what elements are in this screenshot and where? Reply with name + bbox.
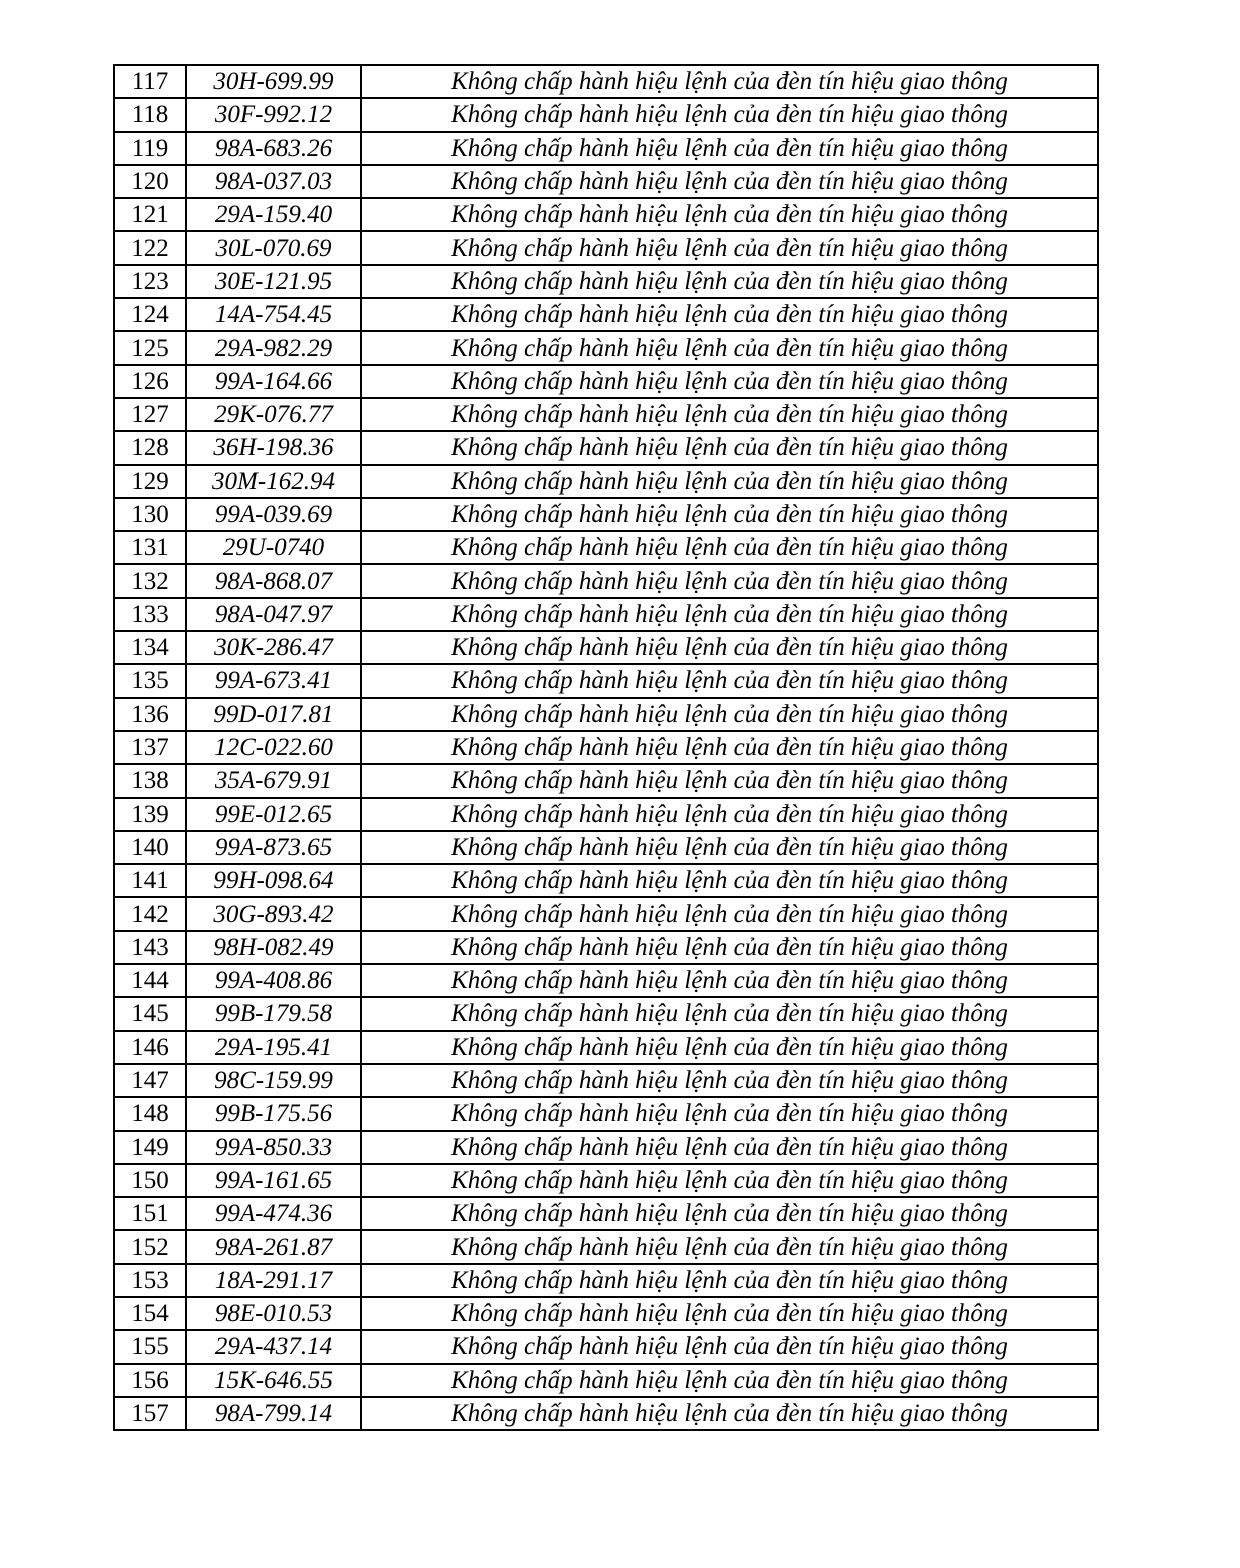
violation-description-cell: Không chấp hành hiệu lệnh của đèn tín hiệu giao thông — [361, 598, 1098, 631]
license-plate-cell: 30E-121.95 — [186, 265, 361, 298]
table-row — [114, 897, 1098, 930]
violation-description-cell: Không chấp hành hiệu lệnh của đèn tín hiệu giao thông — [361, 931, 1098, 964]
license-plate-cell: 99B-175.56 — [186, 1097, 361, 1130]
row-number-cell: 124 — [114, 298, 186, 331]
license-plate-cell: 98H-082.49 — [186, 931, 361, 964]
row-number-cell: 128 — [114, 431, 186, 464]
row-number-cell: 118 — [114, 98, 186, 131]
license-plate-cell: 36H-198.36 — [186, 431, 361, 464]
table-row — [114, 831, 1098, 864]
violation-description-cell: Không chấp hành hiệu lệnh của đèn tín hiệu giao thông — [361, 132, 1098, 165]
table-row — [114, 997, 1098, 1030]
violation-description-cell: Không chấp hành hiệu lệnh của đèn tín hiệu giao thông — [361, 897, 1098, 930]
license-plate-cell: 99A-673.41 — [186, 664, 361, 697]
row-number-cell: 157 — [114, 1397, 186, 1430]
violation-description-cell: Không chấp hành hiệu lệnh của đèn tín hiệu giao thông — [361, 465, 1098, 498]
license-plate-cell: 99A-873.65 — [186, 831, 361, 864]
violation-description-cell: Không chấp hành hiệu lệnh của đèn tín hiệu giao thông — [361, 1297, 1098, 1330]
violation-description-cell: Không chấp hành hiệu lệnh của đèn tín hiệu giao thông — [361, 831, 1098, 864]
license-plate-cell: 99H-098.64 — [186, 864, 361, 897]
violation-description-cell: Không chấp hành hiệu lệnh của đèn tín hiệu giao thông — [361, 1064, 1098, 1097]
table-row — [114, 698, 1098, 731]
license-plate-cell: 98A-799.14 — [186, 1397, 361, 1430]
table-row — [114, 631, 1098, 664]
row-number-cell: 135 — [114, 664, 186, 697]
license-plate-cell: 99A-039.69 — [186, 498, 361, 531]
license-plate-cell: 30K-286.47 — [186, 631, 361, 664]
table-row — [114, 798, 1098, 831]
table-row — [114, 265, 1098, 298]
license-plate-cell: 99A-408.86 — [186, 964, 361, 997]
table-row — [114, 731, 1098, 764]
table-row — [114, 664, 1098, 697]
violation-description-cell: Không chấp hành hiệu lệnh của đèn tín hiệu giao thông — [361, 231, 1098, 264]
row-number-cell: 132 — [114, 564, 186, 597]
license-plate-cell: 14A-754.45 — [186, 298, 361, 331]
table-row — [114, 1264, 1098, 1297]
violation-description-cell: Không chấp hành hiệu lệnh của đèn tín hiệu giao thông — [361, 1330, 1098, 1363]
row-number-cell: 140 — [114, 831, 186, 864]
row-number-cell: 145 — [114, 997, 186, 1030]
license-plate-cell: 30F-992.12 — [186, 98, 361, 131]
row-number-cell: 137 — [114, 731, 186, 764]
violation-description-cell: Không chấp hành hiệu lệnh của đèn tín hiệu giao thông — [361, 764, 1098, 797]
row-number-cell: 136 — [114, 698, 186, 731]
row-number-cell: 150 — [114, 1164, 186, 1197]
row-number-cell: 122 — [114, 231, 186, 264]
row-number-cell: 152 — [114, 1230, 186, 1263]
table-row — [114, 1197, 1098, 1230]
row-number-cell: 129 — [114, 465, 186, 498]
license-plate-cell: 29K-076.77 — [186, 398, 361, 431]
table-row — [114, 298, 1098, 331]
table-row — [114, 1297, 1098, 1330]
table-row — [114, 598, 1098, 631]
row-number-cell: 126 — [114, 365, 186, 398]
violation-description-cell: Không chấp hành hiệu lệnh của đèn tín hiệu giao thông — [361, 997, 1098, 1030]
license-plate-cell: 99A-850.33 — [186, 1131, 361, 1164]
table-row — [114, 1330, 1098, 1363]
license-plate-cell: 29A-982.29 — [186, 331, 361, 364]
violation-description-cell: Không chấp hành hiệu lệnh của đèn tín hiệu giao thông — [361, 964, 1098, 997]
table-row — [114, 1131, 1098, 1164]
row-number-cell: 153 — [114, 1264, 186, 1297]
license-plate-cell: 15K-646.55 — [186, 1364, 361, 1397]
violation-description-cell: Không chấp hành hiệu lệnh của đèn tín hiệu giao thông — [361, 265, 1098, 298]
violation-description-cell: Không chấp hành hiệu lệnh của đèn tín hiệu giao thông — [361, 331, 1098, 364]
row-number-cell: 131 — [114, 531, 186, 564]
license-plate-cell: 29A-159.40 — [186, 198, 361, 231]
violation-description-cell: Không chấp hành hiệu lệnh của đèn tín hiệu giao thông — [361, 431, 1098, 464]
license-plate-cell: 29A-195.41 — [186, 1031, 361, 1064]
license-plate-cell: 98A-047.97 — [186, 598, 361, 631]
table-row — [114, 398, 1098, 431]
row-number-cell: 130 — [114, 498, 186, 531]
row-number-cell: 154 — [114, 1297, 186, 1330]
row-number-cell: 155 — [114, 1330, 186, 1363]
license-plate-cell: 99A-161.65 — [186, 1164, 361, 1197]
license-plate-cell: 99B-179.58 — [186, 997, 361, 1030]
license-plate-cell: 30H-699.99 — [186, 65, 361, 98]
row-number-cell: 151 — [114, 1197, 186, 1230]
violation-description-cell: Không chấp hành hiệu lệnh của đèn tín hiệu giao thông — [361, 531, 1098, 564]
license-plate-cell: 99A-164.66 — [186, 365, 361, 398]
violation-description-cell: Không chấp hành hiệu lệnh của đèn tín hiệu giao thông — [361, 1131, 1098, 1164]
row-number-cell: 143 — [114, 931, 186, 964]
table-row — [114, 1397, 1098, 1430]
row-number-cell: 146 — [114, 1031, 186, 1064]
violation-description-cell: Không chấp hành hiệu lệnh của đèn tín hiệu giao thông — [361, 1031, 1098, 1064]
violation-description-cell: Không chấp hành hiệu lệnh của đèn tín hiệu giao thông — [361, 1197, 1098, 1230]
row-number-cell: 127 — [114, 398, 186, 431]
license-plate-cell: 99A-474.36 — [186, 1197, 361, 1230]
violation-description-cell: Không chấp hành hiệu lệnh của đèn tín hiệu giao thông — [361, 731, 1098, 764]
row-number-cell: 144 — [114, 964, 186, 997]
row-number-cell: 121 — [114, 198, 186, 231]
table-row — [114, 1164, 1098, 1197]
violation-description-cell: Không chấp hành hiệu lệnh của đèn tín hiệu giao thông — [361, 664, 1098, 697]
license-plate-cell: 30G-893.42 — [186, 897, 361, 930]
row-number-cell: 119 — [114, 132, 186, 165]
violation-description-cell: Không chấp hành hiệu lệnh của đèn tín hiệu giao thông — [361, 698, 1098, 731]
violation-description-cell: Không chấp hành hiệu lệnh của đèn tín hiệu giao thông — [361, 1230, 1098, 1263]
table-row — [114, 1064, 1098, 1097]
license-plate-cell: 30M-162.94 — [186, 465, 361, 498]
table-row — [114, 531, 1098, 564]
license-plate-cell: 35A-679.91 — [186, 764, 361, 797]
row-number-cell: 134 — [114, 631, 186, 664]
table-row — [114, 132, 1098, 165]
table-row — [114, 964, 1098, 997]
table-row — [114, 1097, 1098, 1130]
table-row — [114, 465, 1098, 498]
violation-description-cell: Không chấp hành hiệu lệnh của đèn tín hiệu giao thông — [361, 798, 1098, 831]
table-row — [114, 331, 1098, 364]
table-row — [114, 231, 1098, 264]
table-row — [114, 165, 1098, 198]
violation-description-cell: Không chấp hành hiệu lệnh của đèn tín hiệu giao thông — [361, 1097, 1098, 1130]
table-row — [114, 365, 1098, 398]
license-plate-cell: 98C-159.99 — [186, 1064, 361, 1097]
license-plate-cell: 98A-037.03 — [186, 165, 361, 198]
violation-table — [113, 64, 1099, 1431]
violation-description-cell: Không chấp hành hiệu lệnh của đèn tín hiệu giao thông — [361, 198, 1098, 231]
table-row — [114, 198, 1098, 231]
table-row — [114, 1031, 1098, 1064]
table-row — [114, 65, 1098, 98]
row-number-cell: 138 — [114, 764, 186, 797]
row-number-cell: 156 — [114, 1364, 186, 1397]
license-plate-cell: 99D-017.81 — [186, 698, 361, 731]
license-plate-cell: 12C-022.60 — [186, 731, 361, 764]
violation-description-cell: Không chấp hành hiệu lệnh của đèn tín hiệu giao thông — [361, 631, 1098, 664]
license-plate-cell: 98A-261.87 — [186, 1230, 361, 1263]
row-number-cell: 120 — [114, 165, 186, 198]
row-number-cell: 141 — [114, 864, 186, 897]
row-number-cell: 147 — [114, 1064, 186, 1097]
row-number-cell: 125 — [114, 331, 186, 364]
license-plate-cell: 29U-0740 — [186, 531, 361, 564]
license-plate-cell: 98A-683.26 — [186, 132, 361, 165]
violation-description-cell: Không chấp hành hiệu lệnh của đèn tín hiệu giao thông — [361, 98, 1098, 131]
violation-table-body — [114, 65, 1098, 1430]
violation-description-cell: Không chấp hành hiệu lệnh của đèn tín hiệu giao thông — [361, 1164, 1098, 1197]
row-number-cell: 133 — [114, 598, 186, 631]
license-plate-cell: 18A-291.17 — [186, 1264, 361, 1297]
table-row — [114, 931, 1098, 964]
table-row — [114, 864, 1098, 897]
violation-description-cell: Không chấp hành hiệu lệnh của đèn tín hiệu giao thông — [361, 65, 1098, 98]
table-row — [114, 98, 1098, 131]
license-plate-cell: 99E-012.65 — [186, 798, 361, 831]
row-number-cell: 142 — [114, 897, 186, 930]
table-row — [114, 1364, 1098, 1397]
row-number-cell: 139 — [114, 798, 186, 831]
license-plate-cell: 98A-868.07 — [186, 564, 361, 597]
table-row — [114, 431, 1098, 464]
license-plate-cell: 98E-010.53 — [186, 1297, 361, 1330]
violation-description-cell: Không chấp hành hiệu lệnh của đèn tín hiệu giao thông — [361, 165, 1098, 198]
row-number-cell: 117 — [114, 65, 186, 98]
violation-description-cell: Không chấp hành hiệu lệnh của đèn tín hiệu giao thông — [361, 298, 1098, 331]
violation-description-cell: Không chấp hành hiệu lệnh của đèn tín hiệu giao thông — [361, 398, 1098, 431]
row-number-cell: 148 — [114, 1097, 186, 1130]
violation-description-cell: Không chấp hành hiệu lệnh của đèn tín hiệu giao thông — [361, 564, 1098, 597]
license-plate-cell: 30L-070.69 — [186, 231, 361, 264]
violation-description-cell: Không chấp hành hiệu lệnh của đèn tín hiệu giao thông — [361, 1364, 1098, 1397]
table-row — [114, 764, 1098, 797]
license-plate-cell: 29A-437.14 — [186, 1330, 361, 1363]
row-number-cell: 149 — [114, 1131, 186, 1164]
violation-description-cell: Không chấp hành hiệu lệnh của đèn tín hiệu giao thông — [361, 365, 1098, 398]
violation-description-cell: Không chấp hành hiệu lệnh của đèn tín hiệu giao thông — [361, 1264, 1098, 1297]
table-row — [114, 498, 1098, 531]
table-row — [114, 1230, 1098, 1263]
table-row — [114, 564, 1098, 597]
violation-description-cell: Không chấp hành hiệu lệnh của đèn tín hiệu giao thông — [361, 498, 1098, 531]
row-number-cell: 123 — [114, 265, 186, 298]
violation-description-cell: Không chấp hành hiệu lệnh của đèn tín hiệu giao thông — [361, 1397, 1098, 1430]
violation-description-cell: Không chấp hành hiệu lệnh của đèn tín hiệu giao thông — [361, 864, 1098, 897]
